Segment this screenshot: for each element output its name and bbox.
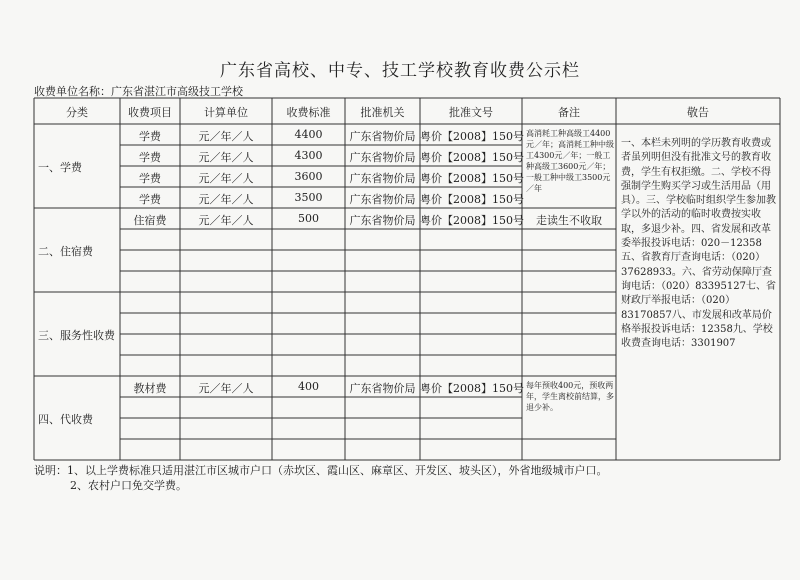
fee-cell: 400 <box>298 380 319 393</box>
unit-cell: 元／年／人 <box>198 214 254 227</box>
item-cell: 学费 <box>139 151 161 164</box>
unit-label: 收费单位名称：广东省湛江市高级技工学校 <box>34 85 243 98</box>
header-notice: 敬告 <box>687 106 709 119</box>
authority-cell: 广东省物价局 <box>349 193 416 206</box>
fee-cell: 3600 <box>294 170 323 183</box>
fee-cell: 4300 <box>294 149 323 162</box>
fee-cell: 3500 <box>294 191 323 204</box>
doc-cell: 粤价【2008】150号 <box>420 151 524 164</box>
note-cell: 走读生不收取 <box>536 214 602 227</box>
item-cell: 学费 <box>139 172 161 185</box>
category-dorm: 二、住宿费 <box>38 245 93 258</box>
header-note: 备注 <box>558 106 580 119</box>
doc-cell: 粤价【2008】150号 <box>420 382 524 395</box>
doc-cell: 粤价【2008】150号 <box>420 172 524 185</box>
page-title: 广东省高校、中专、技工学校教育收费公示栏 <box>220 61 580 81</box>
notice-text: 一、本栏未列明的学历教育收费或者虽列明但没有批准文号的教育收费，学生有权拒缴。二、学校不得强制学生购买学习或生活用品（用具）。三、学校临时组织学生参加教学以外的活动的临时收费按实收取，多退少补。四、省发展和改革委举报投诉电话：020－12358五、省教育厅查询电话：（020）37628933。六、省劳动保障厅查询电话：（020）83395127七、省财政厅举报电话：（020）83170857八、市发展和改革局价格举报投诉电话：12358九、学校收费查询电话：3301907 <box>621 138 776 350</box>
footnote-2: 2、农村户口免交学费。 <box>70 479 187 492</box>
item-cell: 教材费 <box>133 382 167 395</box>
doc-cell: 粤价【2008】150号 <box>420 130 524 143</box>
fee-cell: 4400 <box>294 128 323 141</box>
unit-cell: 元／年／人 <box>198 172 254 185</box>
item-cell: 学费 <box>139 193 161 206</box>
category-service: 三、服务性收费 <box>38 329 115 342</box>
footnote-1: 说明：1、以上学费标准只适用湛江市区城市户口（赤坎区、霞山区、麻章区、开发区、坡头区），外省地级城市户口。 <box>34 464 608 477</box>
authority-cell: 广东省物价局 <box>349 130 416 143</box>
authority-cell: 广东省物价局 <box>349 382 416 395</box>
unit-cell: 元／年／人 <box>198 382 254 395</box>
header-fee: 收费标准 <box>286 106 331 119</box>
item-cell: 学费 <box>139 130 161 143</box>
unit-cell: 元／年／人 <box>198 193 254 206</box>
unit-cell: 元／年／人 <box>198 151 254 164</box>
header-unit: 计算单位 <box>204 106 248 119</box>
category-agency: 四、代收费 <box>38 413 93 426</box>
doc-cell: 粤价【2008】150号 <box>420 193 524 206</box>
unit-cell: 元／年／人 <box>198 130 254 143</box>
header-category: 分类 <box>66 106 88 119</box>
doc-cell: 粤价【2008】150号 <box>420 214 524 227</box>
authority-cell: 广东省物价局 <box>349 151 416 164</box>
authority-cell: 广东省物价局 <box>349 214 416 227</box>
note-cell: 每年预收400元，预收两年，学生离校前结算，多退少补。 <box>526 381 614 412</box>
header-item: 收费项目 <box>128 106 172 119</box>
header-doc: 批准文号 <box>449 106 493 119</box>
category-tuition: 一、学费 <box>38 161 82 174</box>
header-authority: 批准机关 <box>360 106 405 119</box>
fee-cell: 500 <box>298 212 319 225</box>
authority-cell: 广东省物价局 <box>349 172 416 185</box>
tuition-note: 高消耗工种高级工4400元／年；高消耗工种中级工4300元／年；一般工种高级工3600元／年；一般工种中级工3500元／年 <box>526 129 614 193</box>
item-cell: 住宿费 <box>133 214 167 227</box>
